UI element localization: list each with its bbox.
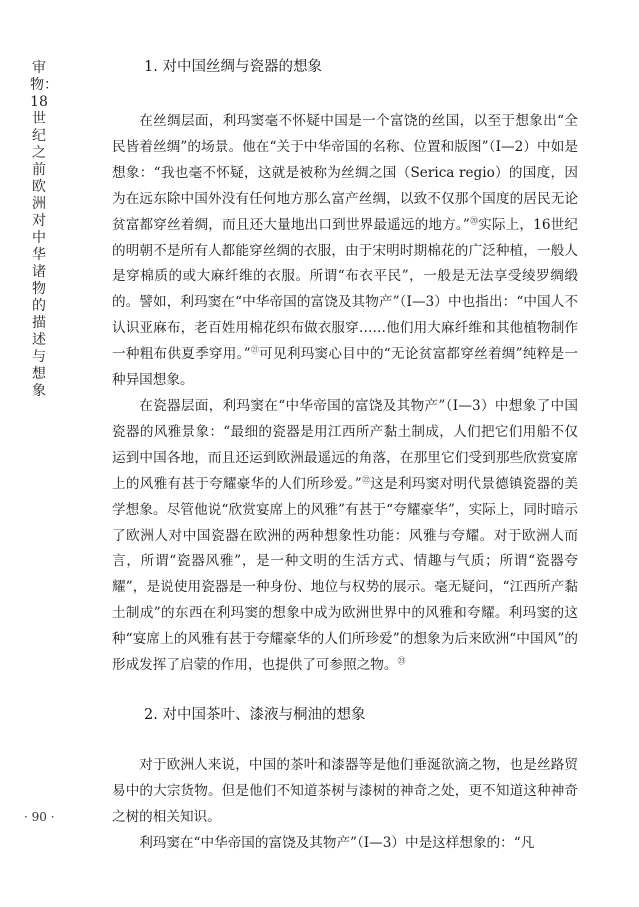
paragraph-text: 这是利玛窦对明代景德镇瓷器的美学想象。尽管他说“欣赏宴席上的风雅”有甚于“夸耀豪华”，实际上，同时暗示了欧洲人对中国瓷器在欧洲的两种想象性功能：风雅与夸耀。对于欧洲人而言，所谓“瓷器风雅”，是一种文明的生活方式、情趣与气质；所谓“瓷器夸耀”，是说使用瓷器是一种身份、地位与权势的展示。毫无疑问，“江西所产黏土制成”的东西在利玛窦的想象中成为欧洲世界中的风雅和夸耀。利玛窦的这种“宴席上的风雅有甚于夸耀豪华的人们所珍爱”的想象为后来欧洲“中国风”的形成发挥了启蒙的作用，也提供了可参照之物。 (112, 475, 578, 674)
running-head: 审物：18世纪之前欧洲对中华诸物的描述与想象 (30, 60, 58, 399)
paragraph-text: 在丝绸层面，利玛窦毫不怀疑中国是一个富饶的丝国，以至于想象出“全民皆着丝绸”的场景。他在“关于中华帝国的名称、位置和版图”（Ⅰ—2）中如是想象：“我也毫不怀疑，这就是被称为丝绸之国（Serica regio）的国度，因为在远东除中国外没有任何地方那么富产丝绸，以致不仅那个国度的居民无论贫富都穿丝着绸，而且还大量地出口到世界最遥远的地方。” (112, 113, 578, 233)
section-heading-tea-lacquer: 2. 对中国茶叶、漆液与桐油的想象 (144, 706, 366, 723)
paragraph-ricci-imagination (112, 831, 578, 857)
paragraph-text: 对于欧洲人来说，中国的茶叶和漆器等是他们垂涎欲滴之物，也是丝路贸易中的大宗货物。但是他们不知道茶树与漆树的神奇之处，更不知道这种神奇之树的相关知识。 (112, 756, 578, 825)
paragraph-text: 在瓷器层面，利玛窦在“中华帝国的富饶及其物产”（Ⅰ—3）中想象了中国瓷器的风雅景象：“最细的瓷器是用江西所产黏土制成，人们把它们用船不仅运到中国各地，而且还运到欧洲最遥远的角落，在那里它们受到那些欣赏宴席上的风雅有甚于夸耀豪华的人们所珍爱。” (112, 397, 578, 492)
section-heading-silk-porcelain: 1. 对中国丝绸与瓷器的想象 (144, 59, 322, 75)
paragraph-text: 实际上，16世纪的明朝不是所有人都能穿丝绸的衣服，由于宋明时期棉花的广泛种植，一般人是穿棉质的或大麻纤维的衣服。所谓“布衣平民”，一般是无法享受绫罗绸缎的。譬如，利玛窦在“中华帝国的富饶及其物产”（Ⅰ—3）中也指出：“中国人不认识亚麻布，老百姓用棉花织布做衣服穿……他们用大麻纤维和其他植物制作一种粗布供夏季穿用。” (112, 216, 578, 363)
paragraph-porcelain (112, 394, 578, 679)
footnote-marker[interactable]: ㉑ (250, 345, 260, 355)
footnote-marker[interactable]: ㉓ (397, 656, 406, 666)
paragraph-text: 利玛窦在“中华帝国的富饶及其物产”（Ⅰ—3）中是这样想象的：“凡 (139, 834, 535, 851)
page-body (112, 55, 578, 857)
paragraph-text: 可见利玛窦心目中的“无论贫富都穿丝着绸”纯粹是一种异国想象。 (112, 346, 578, 389)
paragraph-tea-intro (112, 753, 578, 831)
paragraph-silk (112, 109, 578, 394)
footnote-marker[interactable]: ⑳ (469, 216, 479, 226)
footnote-marker[interactable]: ㉒ (361, 475, 371, 485)
page-number: · 90 · (24, 810, 55, 824)
